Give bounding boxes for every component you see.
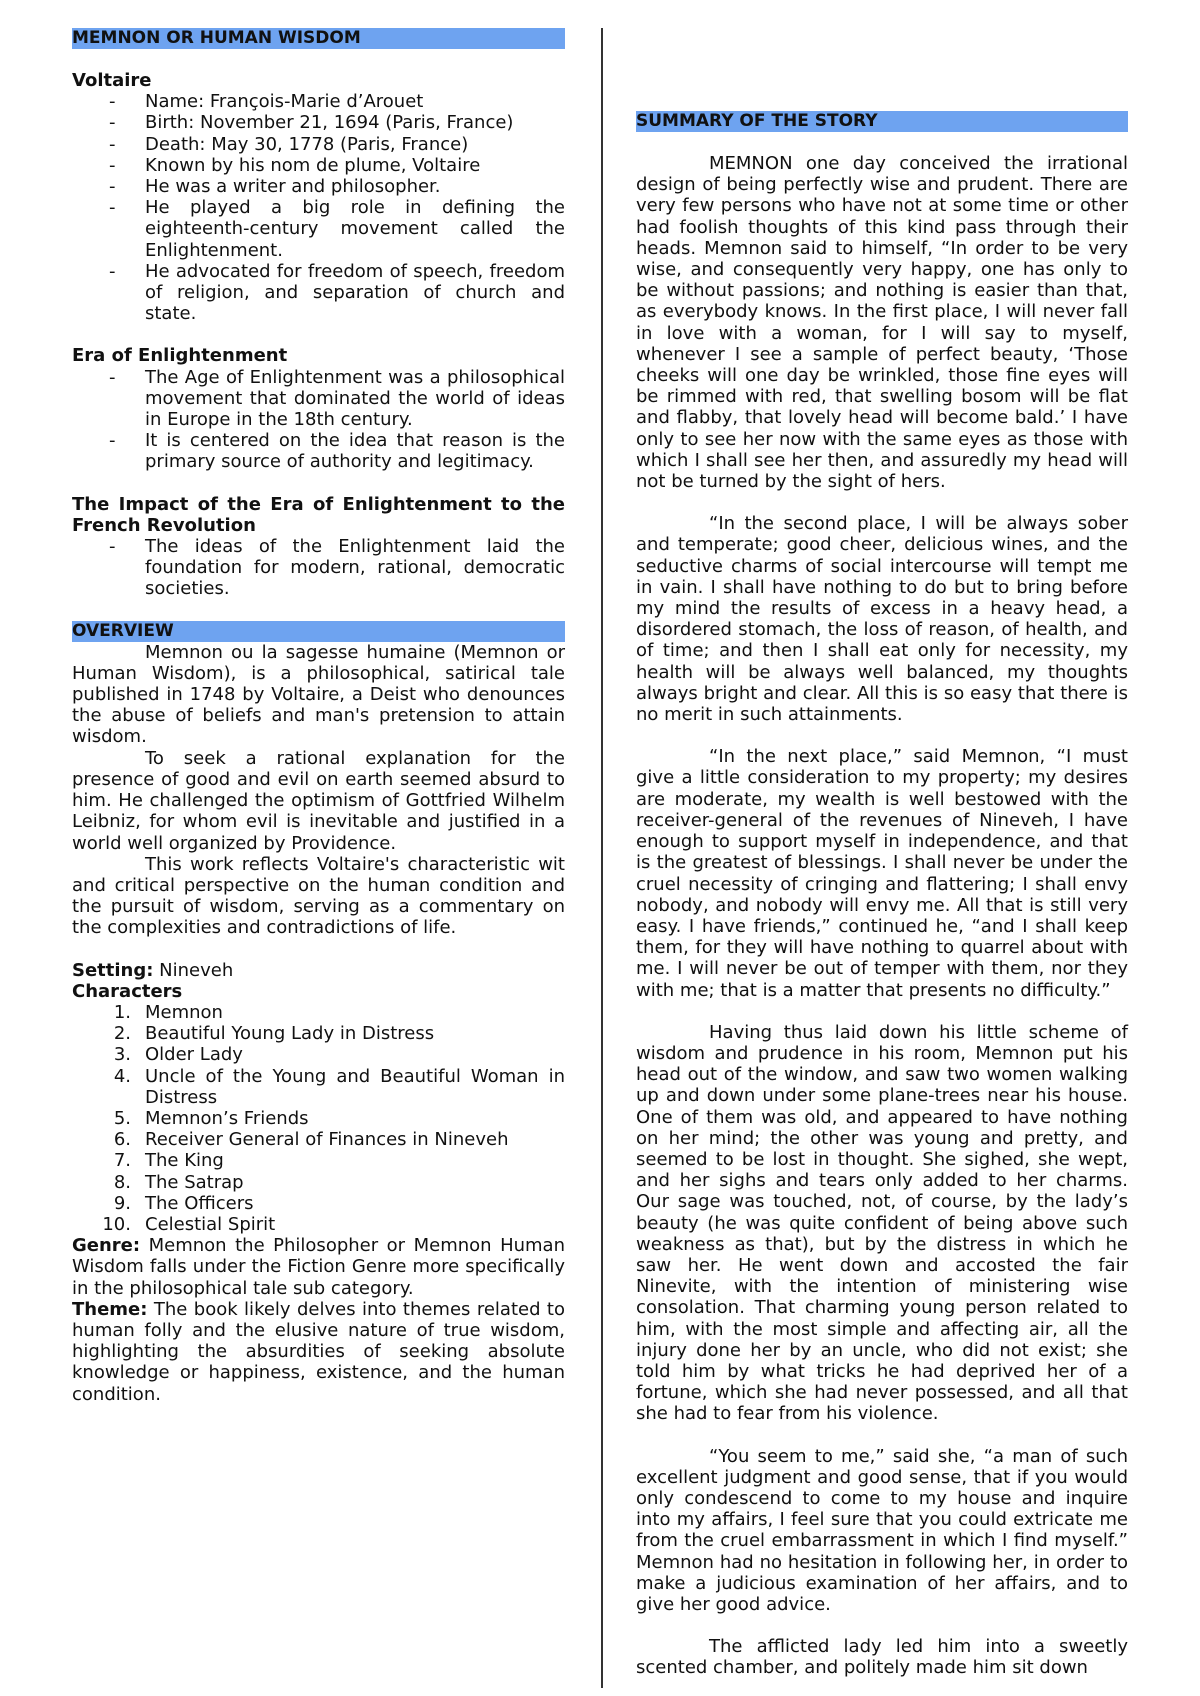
overview-paragraph: This work reflects Voltaire's characteristic wit and critical perspective on the human condition and the pursuit of wisdom, serving as a commentary on the complexities and contradictions of life. xyxy=(72,853,565,939)
summary-paragraph: Having thus laid down his little scheme of wisdom and prudence in his room, Memnon put his head out of the window, and saw two women walking up and down under some plane-trees near his house. One of them was old, and appeared to have nothing on her mind; the other was young and pretty, and seemed to be lost in thought. She sighed, she wept, and her sighs and tears only added to her charms. Our sage was touched, not, of course, by the lady’s beauty (he was quite confident of being above such weakness as that), but by the distress in which he saw her. He went down and accosted the fair Ninevite, with the intention of ministering wise consolation. That charming young person related to him, with the most simple and affecting air, all the injury done her by an uncle, who did not exist; she told him by what tricks he had deprived her of a fortune, which she had never possessed, and all that she had to fear from his violence. xyxy=(636,1021,1128,1425)
summary-paragraph: MEMNON one day conceived the irrational design of being perfectly wise and prudent. There are very few persons who have not at some time or other had foolish thoughts of this kind pass through their heads. Memnon said to himself, “In order to be very wise, and consequently very happy, one has only to be without passions; and nothing is easier than that, as everybody knows. In the first place, I will never fall in love with a woman, for I will say to myself, whenever I see a sample of perfect beauty, ‘Those cheeks will one day be wrinkled, those fine eyes will be rimmed with red, that swelling bosom will be flat and flabby, that lovely head will become bald.’ I have only to see her now with the same eyes as those with which I shall see her then, and assuredly my head will not be turned by the sight of hers. xyxy=(636,153,1128,493)
era-heading: Era of Enlightenment xyxy=(72,345,288,367)
list-item xyxy=(72,1066,565,1108)
list-item xyxy=(72,1002,565,1023)
list-item xyxy=(72,1150,565,1171)
list-item xyxy=(72,1172,565,1193)
list-item: - Known by his nom de plume, Voltaire xyxy=(72,155,565,176)
right-column xyxy=(636,111,1128,1679)
list-item: - Name: François-Marie d’Arouet xyxy=(72,91,565,112)
list-item xyxy=(72,1193,565,1214)
list-item xyxy=(72,1214,565,1235)
list-item xyxy=(72,1129,565,1150)
summary-paragraph: “In the second place, I will be always sober and temperate; good cheer, delicious wines, and the seductive charms of social intercourse will tempt me in vain. I shall have nothing to do but to bring before my mind the results of excess in a heavy head, a disordered stomach, the loss of reason, of health, and of time; and then I shall eat only for necessity, my health will be always well balanced, my thoughts always bright and clear. All this is so easy that there is no merit in such attainments. xyxy=(636,513,1128,726)
list-number: 4. xyxy=(113,1065,131,1087)
list-number: 2. xyxy=(113,1023,131,1045)
summary-paragraph: “In the next place,” said Memnon, “I must give a little consideration to my property; my desires are moderate, my wealth is well bestowed with the receiver-general of the revenues of Nineveh, I have enough to support myself in independence, and that is the greatest of blessings. I shall never be under the cruel necessity of cringing and flattering; I shall envy nobody, and nobody will envy me. All that is still very easy. I have friends,” continued he, “and I shall keep them, for they will have nothing to quarrel about with me. I will never be out of temper with them, nor they with me; that is a matter that presents no difficulty.” xyxy=(636,746,1128,1001)
list-item: - He was a writer and philosopher. xyxy=(72,176,565,197)
genre-label: Genre: xyxy=(72,1235,141,1257)
list-text: The Satrap xyxy=(145,1171,244,1193)
list-text: Receiver General of Finances in Nineveh xyxy=(145,1129,509,1151)
list-item: - Death: May 30, 1778 (Paris, France) xyxy=(72,134,565,155)
list-item: - Birth: November 21, 1694 (Paris, France) xyxy=(72,112,565,133)
genre-value: Memnon the Philosopher or Memnon Human Wisdom falls under the Fiction Genre more specifically in the philosophical tale sub category. xyxy=(72,1235,565,1299)
list-number: 6. xyxy=(113,1129,131,1151)
list-item: - The Age of Enlightenment was a philosophical movement that dominated the world of ideas in Europe in the 18th century. xyxy=(72,367,565,431)
list-number: 8. xyxy=(113,1171,131,1193)
era-list xyxy=(72,367,565,473)
overview-paragraph: Memnon ou la sagesse humaine (Memnon or Human Wisdom), is a philosophical, satirical tale published in 1748 by Voltaire, a Deist who denounces the abuse of beliefs and man's pretension to attain wisdom. xyxy=(72,641,565,748)
list-item: - He advocated for freedom of speech, freedom of religion, and separation of church and state. xyxy=(72,261,565,325)
voltaire-heading: Voltaire xyxy=(72,70,152,91)
list-text: Memnon xyxy=(145,1001,223,1023)
list-number: 7. xyxy=(113,1150,131,1172)
list-text: Memnon’s Friends xyxy=(145,1107,309,1129)
list-item xyxy=(72,1023,565,1044)
setting-line xyxy=(72,960,565,981)
list-item xyxy=(72,1108,565,1129)
list-text: The Officers xyxy=(145,1192,254,1214)
list-number: 10. xyxy=(102,1213,131,1235)
overview-band: OVERVIEW xyxy=(72,621,565,642)
column-divider xyxy=(601,28,603,1688)
list-item xyxy=(72,1044,565,1065)
list-text: Older Lady xyxy=(145,1044,243,1066)
theme-value: The book likely delves into themes related to human folly and the elusive nature of true wisdom, highlighting the absurdities of seeking absolute knowledge or happiness, existence, and the human condition. xyxy=(72,1298,565,1405)
list-item: - The ideas of the Enlightenment laid the foundation for modern, rational, democratic societies. xyxy=(72,536,565,600)
list-text: The King xyxy=(145,1150,224,1172)
voltaire-list xyxy=(72,91,565,324)
summary-paragraph: The afflicted lady led him into a sweetly scented chamber, and politely made him sit down xyxy=(636,1636,1128,1679)
list-text: Beautiful Young Lady in Distress xyxy=(145,1023,435,1045)
list-text: Celestial Spirit xyxy=(145,1213,276,1235)
impact-heading: The Impact of the Era of Enlightenment to the French Revolution xyxy=(72,493,565,536)
list-number: 3. xyxy=(113,1044,131,1066)
list-item: - It is centered on the idea that reason is the primary source of authority and legitimacy. xyxy=(72,430,565,472)
overview-paragraph: To seek a rational explanation for the presence of good and evil on earth seemed absurd to him. He challenged the optimism of Gottfried Wilhelm Leibniz, for whom evil is inevitable and justified in a world well organized by Providence. xyxy=(72,747,565,854)
list-item: - He played a big role in defining the eighteenth-century movement called the Enlightenment. xyxy=(72,197,565,261)
impact-list xyxy=(72,536,565,600)
summary-band: SUMMARY OF THE STORY xyxy=(636,111,1128,132)
genre-paragraph xyxy=(72,1235,565,1299)
title-band: MEMNON OR HUMAN WISDOM xyxy=(72,28,565,49)
characters-list xyxy=(72,1002,565,1235)
theme-label: Theme: xyxy=(72,1298,148,1320)
summary-paragraph: “You seem to me,” said she, “a man of such excellent judgment and good sense, that if you would only condescend to come to my house and inquire into my affairs, I feel sure that you could extricate me from the cruel embarrassment in which I find myself.” Memnon had no hesitation in following her, in order to make a judicious examination of her affairs, and to give her good advice. xyxy=(636,1445,1128,1615)
list-number: 1. xyxy=(113,1001,131,1023)
theme-paragraph xyxy=(72,1299,565,1405)
setting-label: Setting: xyxy=(72,959,154,981)
left-column xyxy=(72,28,565,1405)
list-number: 5. xyxy=(113,1107,131,1129)
list-number: 9. xyxy=(113,1192,131,1214)
setting-value: Nineveh xyxy=(153,959,234,981)
characters-heading: Characters xyxy=(72,980,183,1002)
list-text: Uncle of the Young and Beautiful Woman in Distress xyxy=(145,1065,565,1108)
